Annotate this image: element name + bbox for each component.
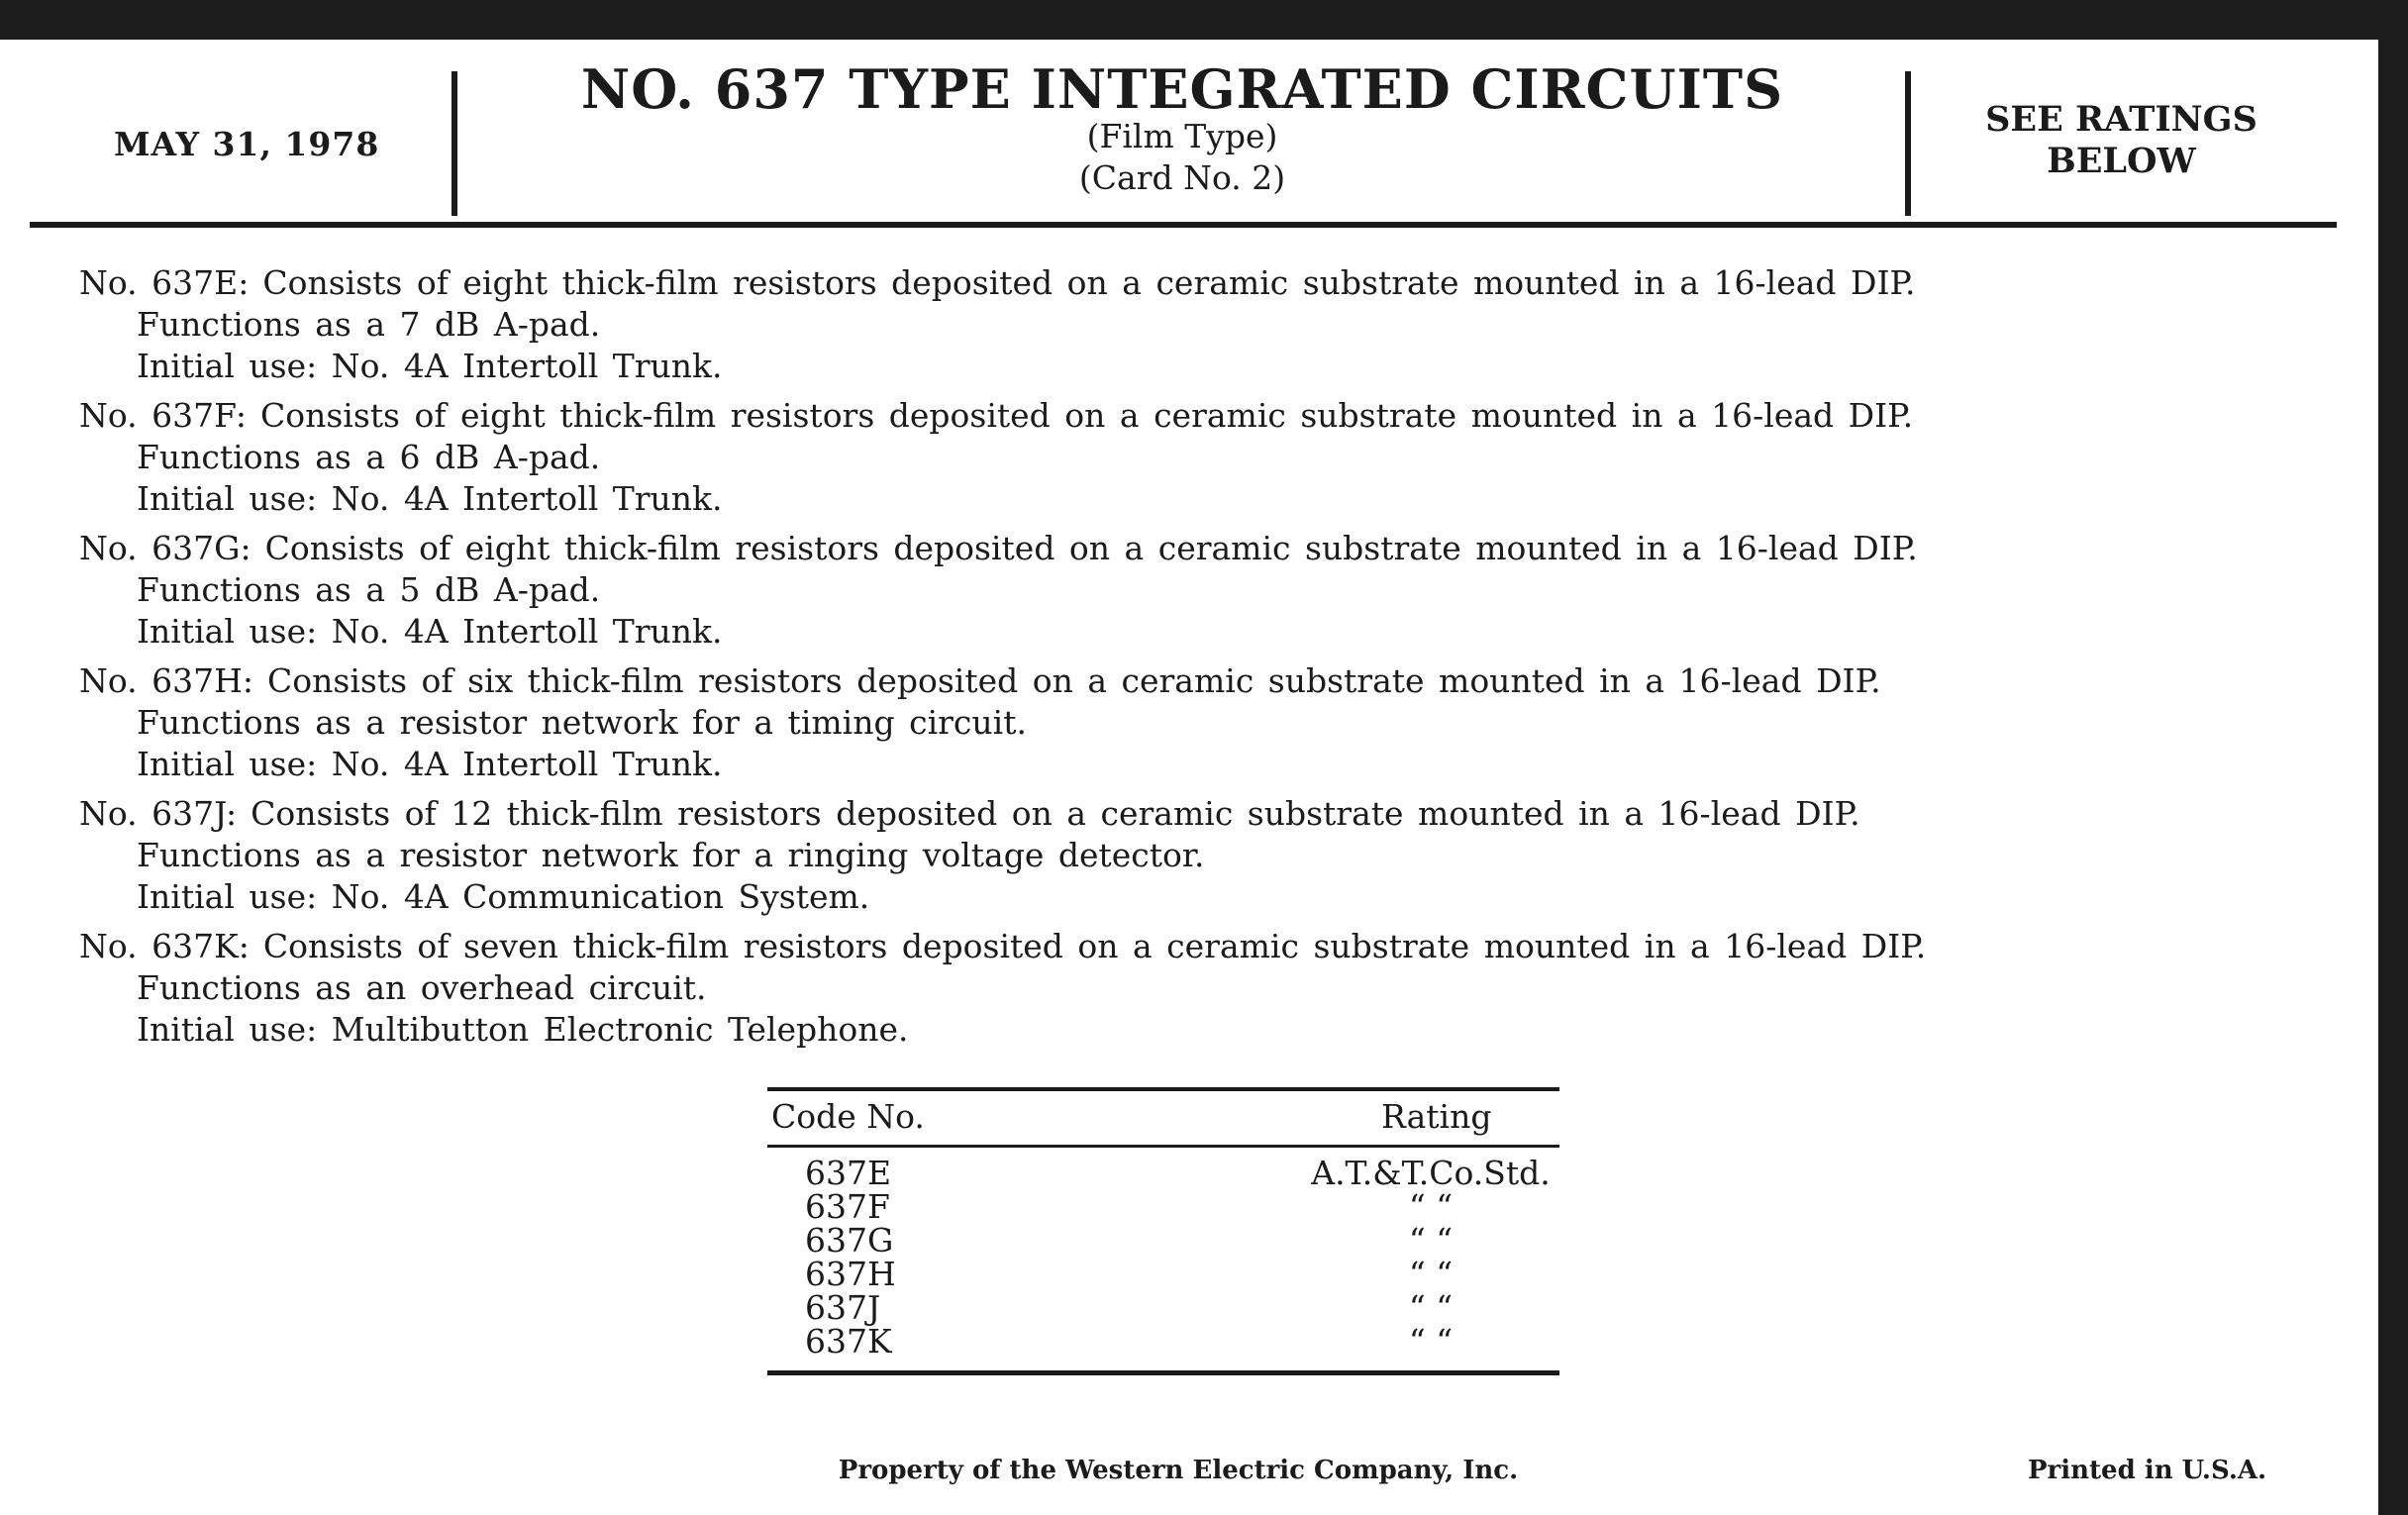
table-header-code: Code No. — [771, 1097, 925, 1136]
entry-description: Consists of eight thick-film resistors deposited on a ceramic substrate mounted in a 16-lead DIP. — [259, 396, 1914, 435]
entry-initial-use: Initial use: No. 4A Intertoll Trunk. — [137, 745, 723, 783]
table-row — [767, 1322, 1559, 1361]
entry-function: Functions as a 6 dB A-pad. — [137, 438, 601, 476]
header-divider-left — [452, 71, 457, 216]
entry-637h — [79, 660, 2307, 793]
entry-initial-use: Initial use: No. 4A Intertoll Trunk. — [137, 347, 723, 385]
table-cell-code: 637F — [805, 1187, 890, 1226]
entry-description: Consists of six thick-film resistors deposited on a ceramic substrate mounted in a 16-lead DIP. — [267, 661, 1881, 700]
entry-code: No. 637F: — [79, 396, 247, 435]
table-cell-code: 637H — [805, 1255, 896, 1293]
table-cell-code: 637K — [805, 1322, 892, 1361]
entry-function: Functions as a resistor network for a ringing voltage detector. — [137, 836, 1205, 874]
table-row — [767, 1154, 1559, 1192]
circuit-entries — [79, 262, 2307, 1059]
entry-description: Consists of seven thick-film resistors deposited on a ceramic substrate mounted in a 16-lead DIP. — [262, 927, 1927, 965]
entry-initial-use: Initial use: No. 4A Intertoll Trunk. — [137, 479, 723, 518]
table-row — [767, 1187, 1559, 1226]
footer-printed: Printed in U.S.A. — [2028, 1456, 2267, 1485]
table-cell-code: 637G — [805, 1221, 894, 1260]
footer-property: Property of the Western Electric Company, Inc. — [838, 1456, 1519, 1485]
scan-border-right — [2378, 0, 2408, 1515]
entry-code: No. 637E: — [79, 263, 250, 302]
table-cell-rating: A.T.&T.Co.Std. — [1311, 1154, 1551, 1192]
table-body — [767, 1154, 1559, 1361]
entry-initial-use: Initial use: No. 4A Intertoll Trunk. — [137, 612, 723, 651]
entry-initial-use: Initial use: Multibutton Electronic Telephone. — [137, 1010, 909, 1049]
table-header-rating: Rating — [1381, 1097, 1492, 1136]
entry-637k — [79, 926, 2307, 1059]
entry-637e — [79, 262, 2307, 395]
entry-function: Functions as an overhead circuit. — [137, 968, 707, 1007]
table-rule-mid — [767, 1145, 1559, 1148]
table-cell-rating: “ “ — [1408, 1221, 1454, 1260]
see-ratings-line2: BELOW — [2047, 141, 2196, 181]
scan-border-top — [0, 0, 2408, 40]
entry-function: Functions as a 7 dB A-pad. — [137, 305, 601, 344]
table-cell-rating: “ “ — [1408, 1322, 1454, 1361]
page-title: NO. 637 TYPE INTEGRATED CIRCUITS — [580, 57, 1784, 121]
see-ratings-note — [1911, 99, 2332, 182]
table-cell-code: 637E — [805, 1154, 892, 1192]
entry-code: No. 637J: — [79, 794, 238, 833]
table-rule-bottom — [767, 1370, 1559, 1375]
table-cell-rating: “ “ — [1408, 1255, 1454, 1293]
entry-637j — [79, 793, 2307, 926]
table-row — [767, 1221, 1559, 1260]
table-rule-top — [767, 1087, 1559, 1091]
entry-function: Functions as a 5 dB A-pad. — [137, 570, 601, 609]
entry-code: No. 637G: — [79, 529, 251, 567]
card-date: MAY 31, 1978 — [114, 125, 380, 163]
table-cell-rating: “ “ — [1408, 1288, 1454, 1327]
entry-function: Functions as a resistor network for a timing circuit. — [137, 703, 1027, 742]
header-rule — [30, 222, 2337, 228]
table-cell-rating: “ “ — [1408, 1187, 1454, 1226]
entry-code: No. 637H: — [79, 661, 254, 700]
entry-637f — [79, 395, 2307, 528]
entry-initial-use: Initial use: No. 4A Communication System. — [137, 877, 870, 916]
entry-637g — [79, 528, 2307, 660]
table-cell-code: 637J — [805, 1288, 881, 1327]
table-row — [767, 1288, 1559, 1327]
table-row — [767, 1255, 1559, 1293]
entry-description: Consists of 12 thick-film resistors deposited on a ceramic substrate mounted in a 16-lead DIP. — [251, 794, 1860, 833]
entry-description: Consists of eight thick-film resistors deposited on a ceramic substrate mounted in a 16-lead DIP. — [264, 529, 1918, 567]
entry-description: Consists of eight thick-film resistors deposited on a ceramic substrate mounted in a 16-lead DIP. — [262, 263, 1916, 302]
see-ratings-line1: SEE RATINGS — [1985, 99, 2258, 140]
subtitle-film-type: (Film Type) — [1086, 117, 1278, 155]
subtitle-card-number: (Card No. 2) — [1078, 158, 1286, 197]
entry-code: No. 637K: — [79, 927, 250, 965]
